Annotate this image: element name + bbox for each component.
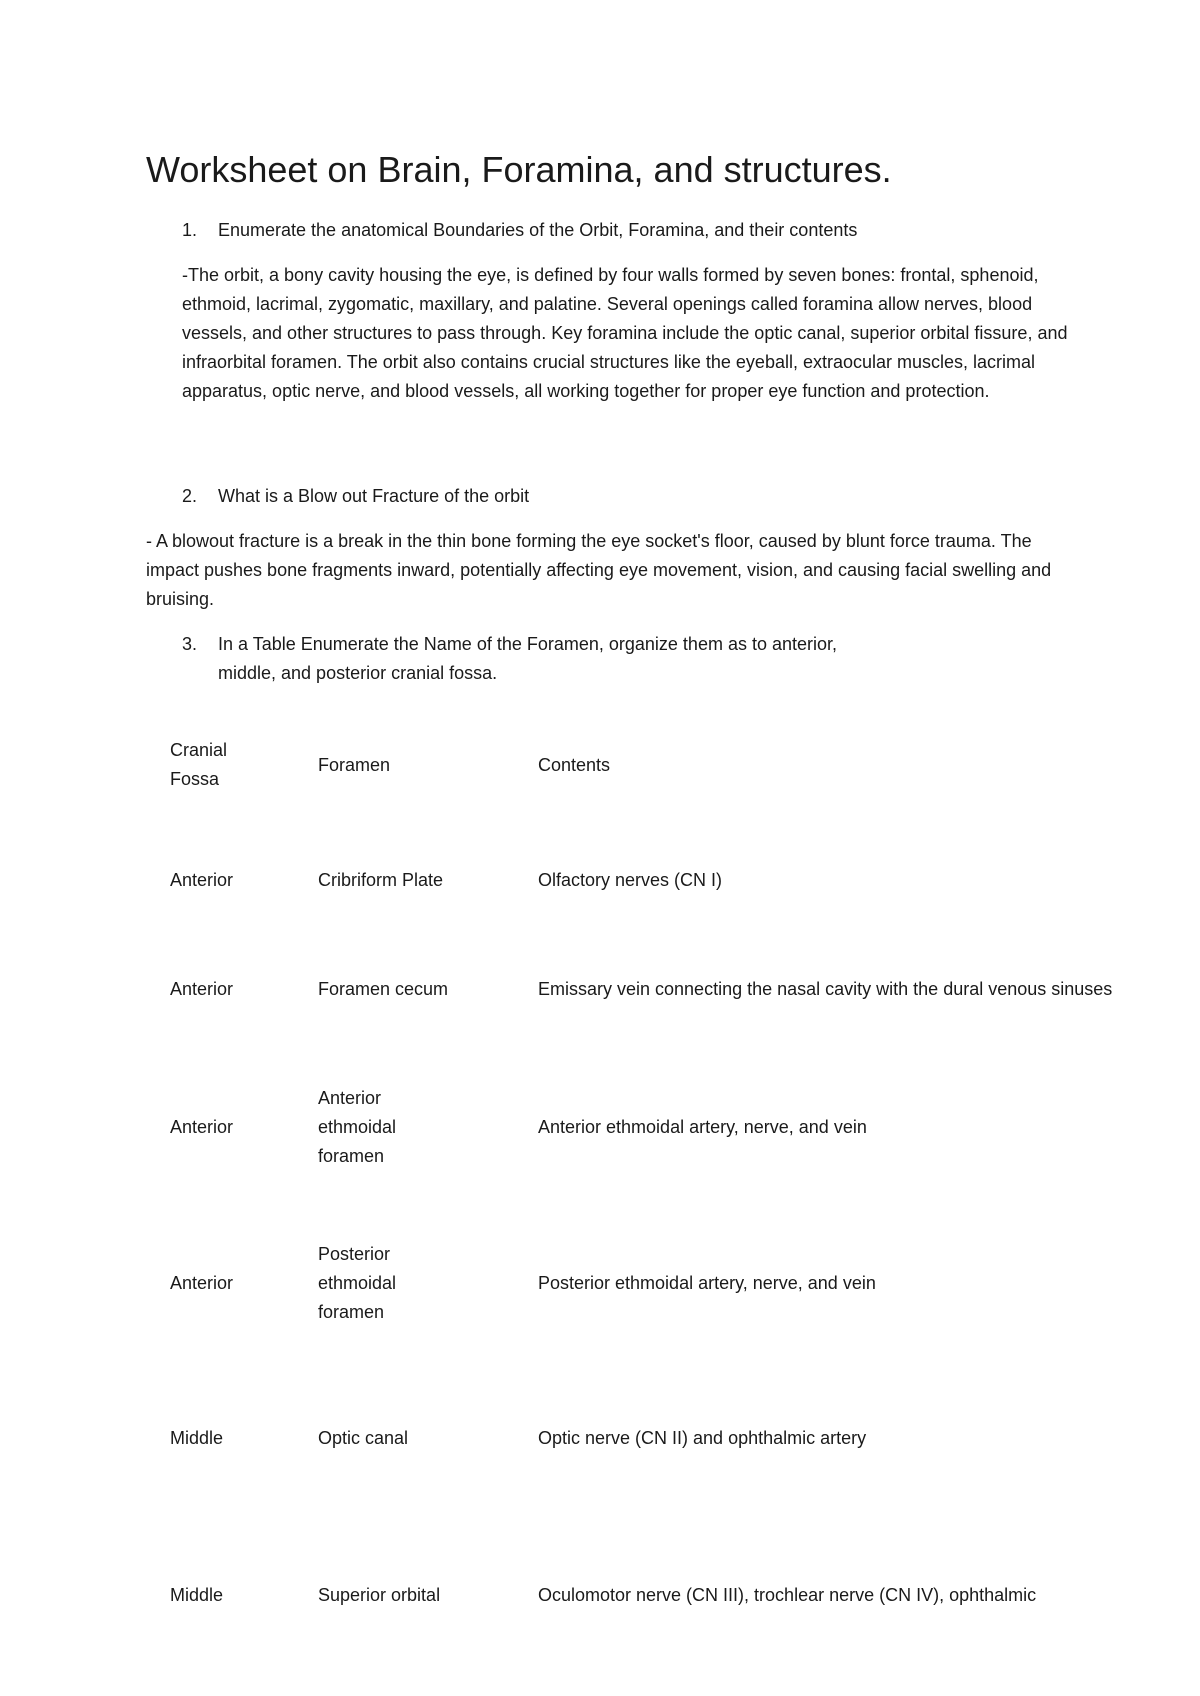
cell-contents: Posterior ethmoidal artery, nerve, and vein [538, 1273, 876, 1293]
cell-contents: Olfactory nerves (CN I) [538, 869, 723, 890]
cell-foramen: Optic canal [318, 1427, 409, 1448]
question-text: In a Table Enumerate the Name of the Foramen, organize them as to anterior, middle, and posterior cranial fossa. [218, 634, 838, 683]
cell-fossa: Anterior [170, 1116, 234, 1137]
table-header-cell [170, 734, 318, 796]
cell-foramen-wrap [318, 1240, 538, 1327]
table-row [170, 796, 1130, 964]
cell-foramen: Posterior ethmoidal foramen [318, 1244, 397, 1322]
document-title: Worksheet on Brain, Foramina, and structures. [146, 149, 892, 190]
question-number: 1. [182, 220, 198, 240]
cell-fossa: Middle [170, 1584, 224, 1605]
cell-contents: Optic nerve (CN II) and ophthalmic artery [538, 1427, 867, 1448]
foramina-table [170, 734, 1130, 1641]
question-text: Enumerate the anatomical Boundaries of the Orbit, Foramina, and their contents [218, 220, 858, 240]
question-1 [182, 216, 1122, 246]
table-row [170, 1240, 1130, 1327]
table-row [170, 1014, 1130, 1240]
cell-foramen: Foramen cecum [318, 978, 449, 999]
table-row [170, 1549, 1130, 1641]
table-header-cell [318, 734, 538, 796]
table-row [170, 1327, 1130, 1549]
answer-2: - A blowout fracture is a break in the thin bone forming the eye socket's floor, caused by blunt force trauma. The impact pushes bone fragments inward, potentially affecting eye movement, vision, and causing facial swelling and bruising. [146, 531, 1052, 609]
cell-fossa: Anterior [170, 869, 234, 890]
table-header-row [170, 734, 1130, 796]
answer-1: -The orbit, a bony cavity housing the eye, is defined by four walls formed by seven bones: frontal, sphenoid, ethmoid, lacrimal, zygomatic, maxillary, and palatine. Several openings called foramina allow nerves, blood vessels, and other structures to pass through. Key foramina include the optic canal, superior orbital fissure, and infraorbital foramen. The orbit also contains crucial structures like the eyeball, extraocular muscles, lacrimal apparatus, optic nerve, and blood vessels, all working together for proper eye function and protection. [182, 265, 1068, 401]
cell-fossa: Anterior [170, 978, 234, 999]
cell-fossa: Anterior [170, 1273, 234, 1293]
header-cranial-fossa: Cranial Fossa [170, 740, 228, 789]
cell-foramen-wrap [318, 1014, 538, 1240]
cell-contents: Anterior ethmoidal artery, nerve, and vein [538, 1116, 867, 1137]
cell-contents: Oculomotor nerve (CN III), trochlear nerve (CN IV), ophthalmic [538, 1584, 1037, 1605]
cell-foramen: Superior orbital [318, 1584, 441, 1605]
header-foramen: Foramen [318, 754, 391, 775]
question-3 [182, 630, 1122, 690]
question-number: 3. [182, 634, 198, 654]
question-2 [182, 482, 1122, 512]
cell-foramen: Anterior ethmoidal foramen [318, 1087, 397, 1166]
cell-contents: Emissary vein connecting the nasal cavity with the dural venous sinuses [538, 978, 1113, 999]
table-row [170, 964, 1130, 1014]
cell-foramen: Cribriform Plate [318, 869, 444, 890]
question-number: 2. [182, 486, 198, 506]
header-contents: Contents [538, 754, 611, 775]
question-text: What is a Blow out Fracture of the orbit [218, 486, 530, 506]
table-header-cell [538, 734, 1130, 796]
cell-fossa: Middle [170, 1427, 224, 1448]
